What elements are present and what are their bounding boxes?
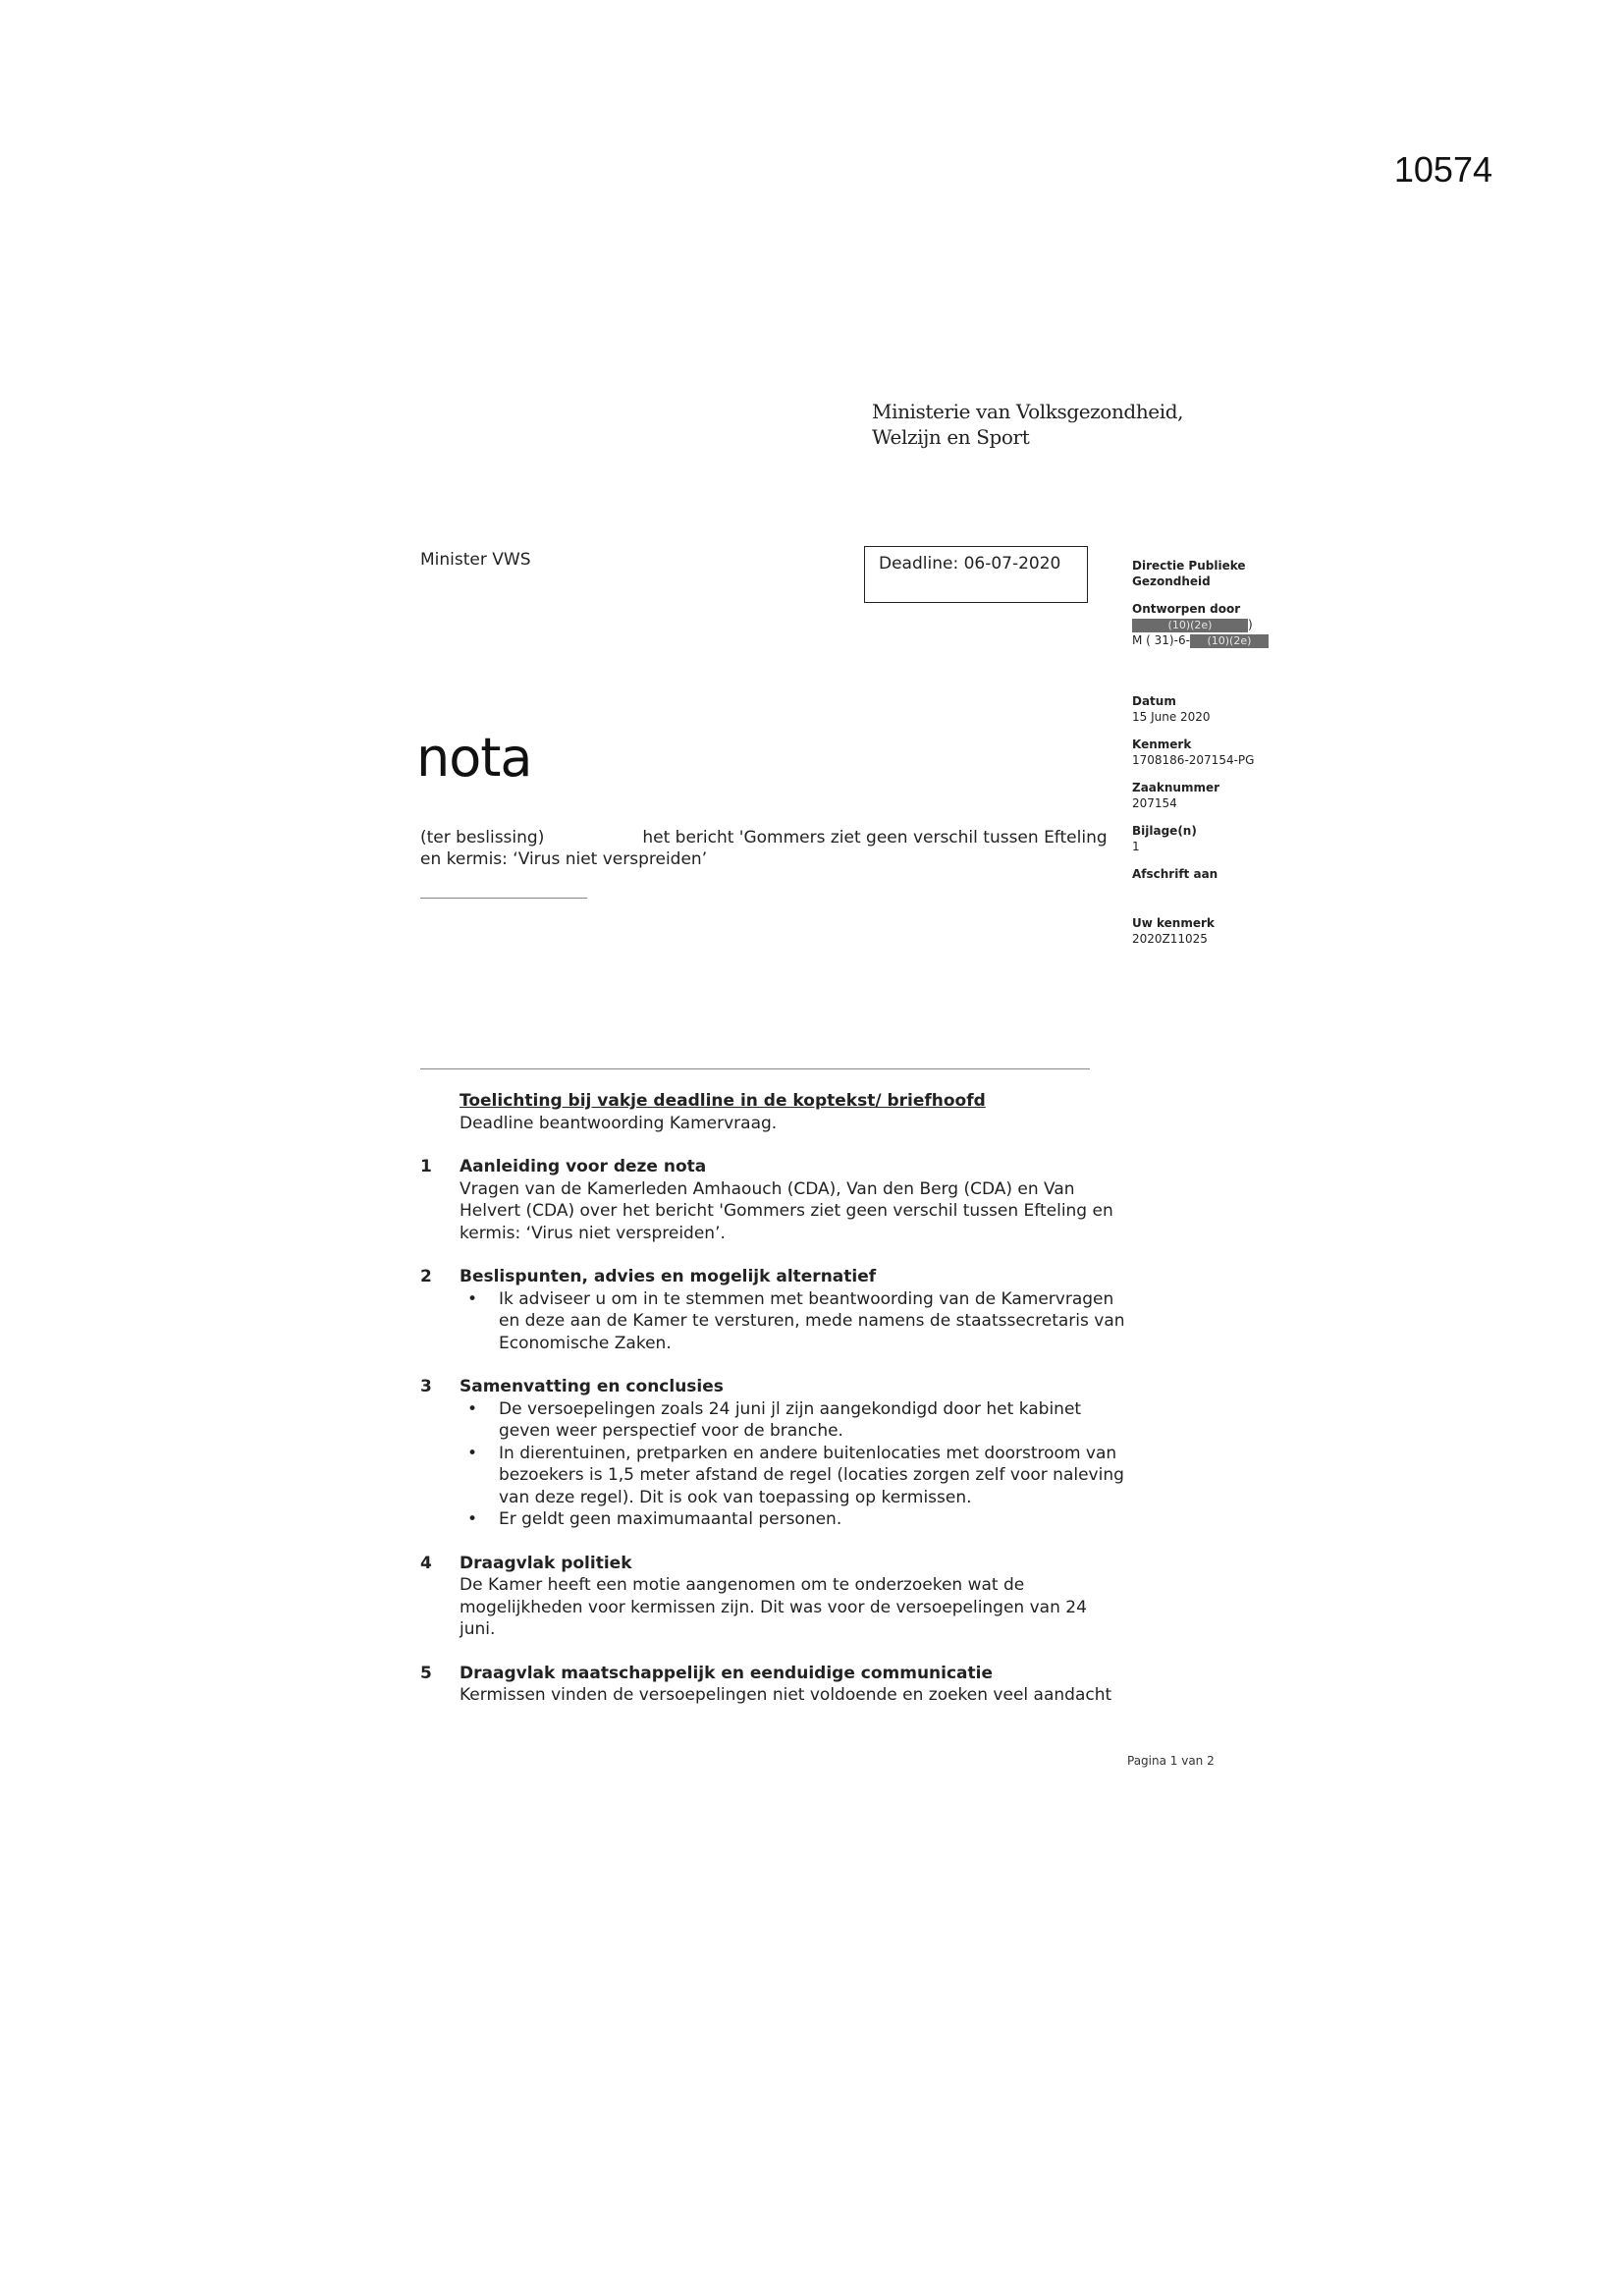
sidebar-afschrift: [1132, 866, 1289, 882]
section-1: [420, 1156, 1127, 1244]
section-number: 1: [420, 1157, 432, 1176]
ontworpen-door-name-row: [1132, 617, 1289, 632]
bullet-item: • Er geldt geen maximumaantal personen.: [499, 1508, 1127, 1531]
section-heading: Draagvlak politiek: [460, 1553, 632, 1573]
section-number: 4: [420, 1553, 432, 1573]
sidebar-zaaknummer: [1132, 780, 1289, 811]
nota-body: [420, 1090, 1127, 1728]
signature-rule: [420, 898, 587, 899]
deadline-box: Deadline: 06-07-2020: [864, 546, 1088, 603]
sidebar-kenmerk: [1132, 737, 1289, 768]
section-number: 3: [420, 1377, 432, 1396]
sidebar-bijlage: [1132, 823, 1289, 854]
document-type-title: nota: [416, 727, 532, 789]
bullet-list: [460, 1288, 1127, 1355]
ontworpen-door-phone-row: [1132, 632, 1289, 648]
section-number: 2: [420, 1267, 432, 1286]
section-text: Kermissen vinden de versoepelingen niet voldoende en zoeken veel aandacht: [460, 1685, 1112, 1705]
bijlage-value: 1: [1132, 840, 1140, 853]
section-4: [420, 1553, 1127, 1641]
afschrift-label: Afschrift aan: [1132, 867, 1218, 881]
sidebar-uw-kenmerk: [1132, 915, 1289, 947]
kenmerk-value: 1708186-207154-PG: [1132, 753, 1255, 767]
ontworpen-door-label: Ontworpen door: [1132, 602, 1241, 616]
redaction-name: (10)(2e): [1132, 619, 1248, 632]
bullet-item: • De versoepelingen zoals 24 juni jl zijn aangekondigd door het kabinet geven weer perspectief voor de branche.: [499, 1398, 1127, 1443]
section-2: [420, 1266, 1127, 1354]
metadata-sidebar: [1132, 558, 1289, 958]
section-5: [420, 1663, 1127, 1707]
section-text: Vragen van de Kamerleden Amhaouch (CDA), Van den Berg (CDA) en Van Helvert (CDA) over het bericht 'Gommers ziet geen verschil tussen Efteling en kermis: ‘Virus niet verspreiden’.: [460, 1178, 1113, 1243]
name-close-paren: ): [1248, 618, 1253, 631]
subject-line: [420, 827, 1117, 870]
zaaknummer-value: 207154: [1132, 796, 1177, 810]
section-heading: Draagvlak maatschappelijk en eenduidige communicatie: [460, 1663, 994, 1683]
section-number: 5: [420, 1663, 432, 1683]
page-stamp-number: 10574: [1393, 149, 1492, 190]
datum-label: Datum: [1132, 694, 1176, 708]
ministry-line-1: Ministerie van Volksgezondheid,: [872, 400, 1184, 423]
ministry-line-2: Welzijn en Sport: [872, 425, 1030, 449]
kenmerk-label: Kenmerk: [1132, 738, 1192, 751]
sidebar-ontworpen-door: [1132, 601, 1289, 648]
phone-prefix: M ( 31)-6-: [1132, 633, 1190, 647]
section-heading: Beslispunten, advies en mogelijk alternatief: [460, 1267, 877, 1286]
footer-page-number: Pagina 1 van 2: [1127, 1754, 1215, 1768]
uw-kenmerk-label: Uw kenmerk: [1132, 916, 1215, 930]
section-text: De Kamer heeft een motie aangenomen om te onderzoeken wat de mogelijkheden voor kermissen zijn. Dit was voor de versoepelingen van 24 juni.: [460, 1575, 1087, 1639]
bullet-item: • In dierentuinen, pretparken en andere buitenlocaties met doorstroom van bezoekers is 1,5 meter afstand de regel (locaties zorgen zelf voor naleving van deze regel). Dit is ook van toepassing op kermissen.: [499, 1443, 1127, 1509]
toelichting-text: Deadline beantwoording Kamervraag.: [460, 1113, 778, 1133]
sidebar-directie: [1132, 558, 1289, 589]
section-3: [420, 1376, 1127, 1531]
subject-prefix: (ter beslissing): [420, 828, 545, 847]
section-heading: Aanleiding voor deze nota: [460, 1157, 707, 1176]
directie-line-1: Directie Publieke: [1132, 559, 1246, 573]
section-heading: Samenvatting en conclusies: [460, 1377, 724, 1396]
uw-kenmerk-value: 2020Z11025: [1132, 932, 1208, 946]
subject-text: het bericht 'Gommers ziet geen verschil tussen Efteling en kermis: ‘Virus niet verspreiden’: [420, 828, 1108, 869]
ministry-logo-text: [872, 399, 1183, 450]
bullet-list: [460, 1398, 1127, 1531]
recipient: Minister VWS: [420, 550, 531, 570]
section-toelichting: [420, 1090, 1127, 1134]
datum-value: 15 June 2020: [1132, 710, 1211, 724]
bijlage-label: Bijlage(n): [1132, 824, 1197, 838]
toelichting-heading: Toelichting bij vakje deadline in de koptekst/ briefhoofd: [460, 1091, 986, 1111]
directie-line-2: Gezondheid: [1132, 574, 1211, 588]
redaction-phone: (10)(2e): [1190, 634, 1269, 648]
sidebar-datum: [1132, 693, 1289, 725]
zaaknummer-label: Zaaknummer: [1132, 781, 1220, 794]
section-divider: [420, 1068, 1090, 1069]
bullet-item: • Ik adviseer u om in te stemmen met beantwoording van de Kamervragen en deze aan de Kamer te versturen, mede namens de staatssecretaris van Economische Zaken.: [499, 1288, 1127, 1355]
